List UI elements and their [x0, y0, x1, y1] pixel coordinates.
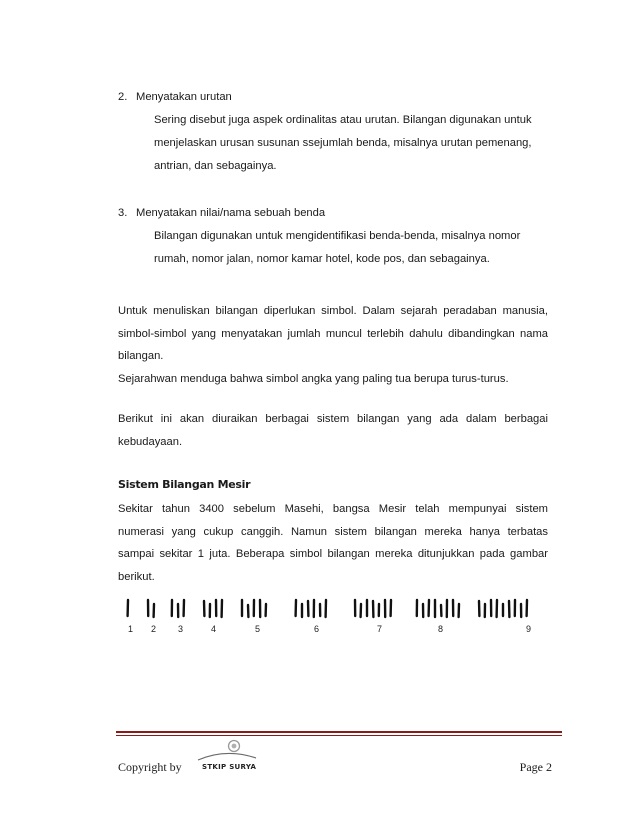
- footer-rule-thin: [116, 735, 562, 736]
- list-item-line: menjelaskan urusan susunan ssejumlah benda, misalnya urutan pemenang,: [154, 137, 532, 149]
- numeral-2-strokes: [148, 600, 154, 617]
- list-item-title: Menyatakan urutan: [136, 91, 232, 103]
- egyptian-numerals-figure: [118, 596, 568, 636]
- numeral-label-7: 7: [377, 624, 383, 634]
- numeral-4-strokes: [204, 600, 222, 617]
- numeral-3-strokes: [172, 600, 184, 617]
- footer-rule: [116, 731, 562, 733]
- numeral-label-4: 4: [211, 624, 217, 634]
- paragraph-line: Sekitar tahun 3400 sebelum Masehi, bangsa Mesir telah mempunyai sistem: [118, 503, 548, 515]
- numeral-8-strokes: [417, 600, 459, 617]
- numeral-9-strokes: [479, 600, 527, 617]
- stkip-surya-logo: [194, 738, 258, 774]
- paragraph-line: simbol-simbol yang menyatakan jumlah muncul terlebih dahulu dibandingkan nama: [118, 327, 548, 340]
- paragraph-line: Berikut ini akan diuraikan berbagai sistem bilangan yang ada dalam berbagai: [118, 413, 548, 425]
- numeral-5-strokes: [242, 600, 266, 617]
- list-item-line: Bilangan digunakan untuk mengidentifikasi benda-benda, misalnya nomor: [154, 230, 521, 242]
- numeral-label-3: 3: [178, 624, 184, 634]
- list-item-2: [118, 86, 548, 178]
- numeral-label-1: 1: [128, 624, 134, 634]
- list-number: 3.: [118, 207, 128, 219]
- numeral-label-8: 8: [438, 624, 444, 634]
- list-item-line: Sering disebut juga aspek ordinalitas atau urutan. Bilangan digunakan untuk: [154, 114, 532, 126]
- paragraph-line: Sejarahwan menduga bahwa simbol angka yang paling tua berupa turus-turus.: [118, 372, 509, 385]
- list-item-line: rumah, nomor jalan, nomor kamar hotel, kode pos, dan sebagainya.: [154, 253, 490, 265]
- paragraph-line: Untuk menuliskan bilangan diperlukan simbol. Dalam sejarah peradaban manusia,: [118, 305, 548, 317]
- numeral-label-2: 2: [151, 624, 157, 634]
- numeral-7-strokes: [355, 600, 391, 617]
- paragraph-line: berikut.: [118, 570, 155, 583]
- paragraph-line: kebudayaan.: [118, 435, 183, 448]
- paragraph-egypt: [118, 498, 548, 588]
- numeral-label-5: 5: [255, 624, 261, 634]
- list-item-title: Menyatakan nilai/nama sebuah benda: [136, 207, 326, 219]
- paragraph-line: sampai sekitar 1 juta. Beberapa simbol bilangan mereka ditunjukkan pada gambar: [118, 548, 548, 560]
- paragraph-symbols: [118, 300, 548, 390]
- paragraph-line: bilangan.: [118, 350, 164, 362]
- numeral-label-9: 9: [526, 624, 532, 634]
- numeral-6-strokes: [296, 600, 326, 617]
- paragraph-line: numerasi yang cukup canggih. Namun sistem bilangan mereka hanya terbatas: [118, 525, 548, 538]
- list-number: 2.: [118, 91, 128, 103]
- list-item-line: antrian, dan sebagainya.: [154, 160, 277, 172]
- numeral-label-6: 6: [314, 624, 320, 634]
- svg-text:STKIP SURYA: STKIP SURYA: [202, 763, 257, 771]
- section-heading: Sistem Bilangan Mesir: [118, 478, 251, 491]
- list-item-3: [118, 202, 548, 271]
- paragraph-intro: [118, 408, 548, 453]
- footer-copyright: Copyright by: [118, 760, 182, 774]
- footer-page-number: Page 2: [519, 760, 552, 774]
